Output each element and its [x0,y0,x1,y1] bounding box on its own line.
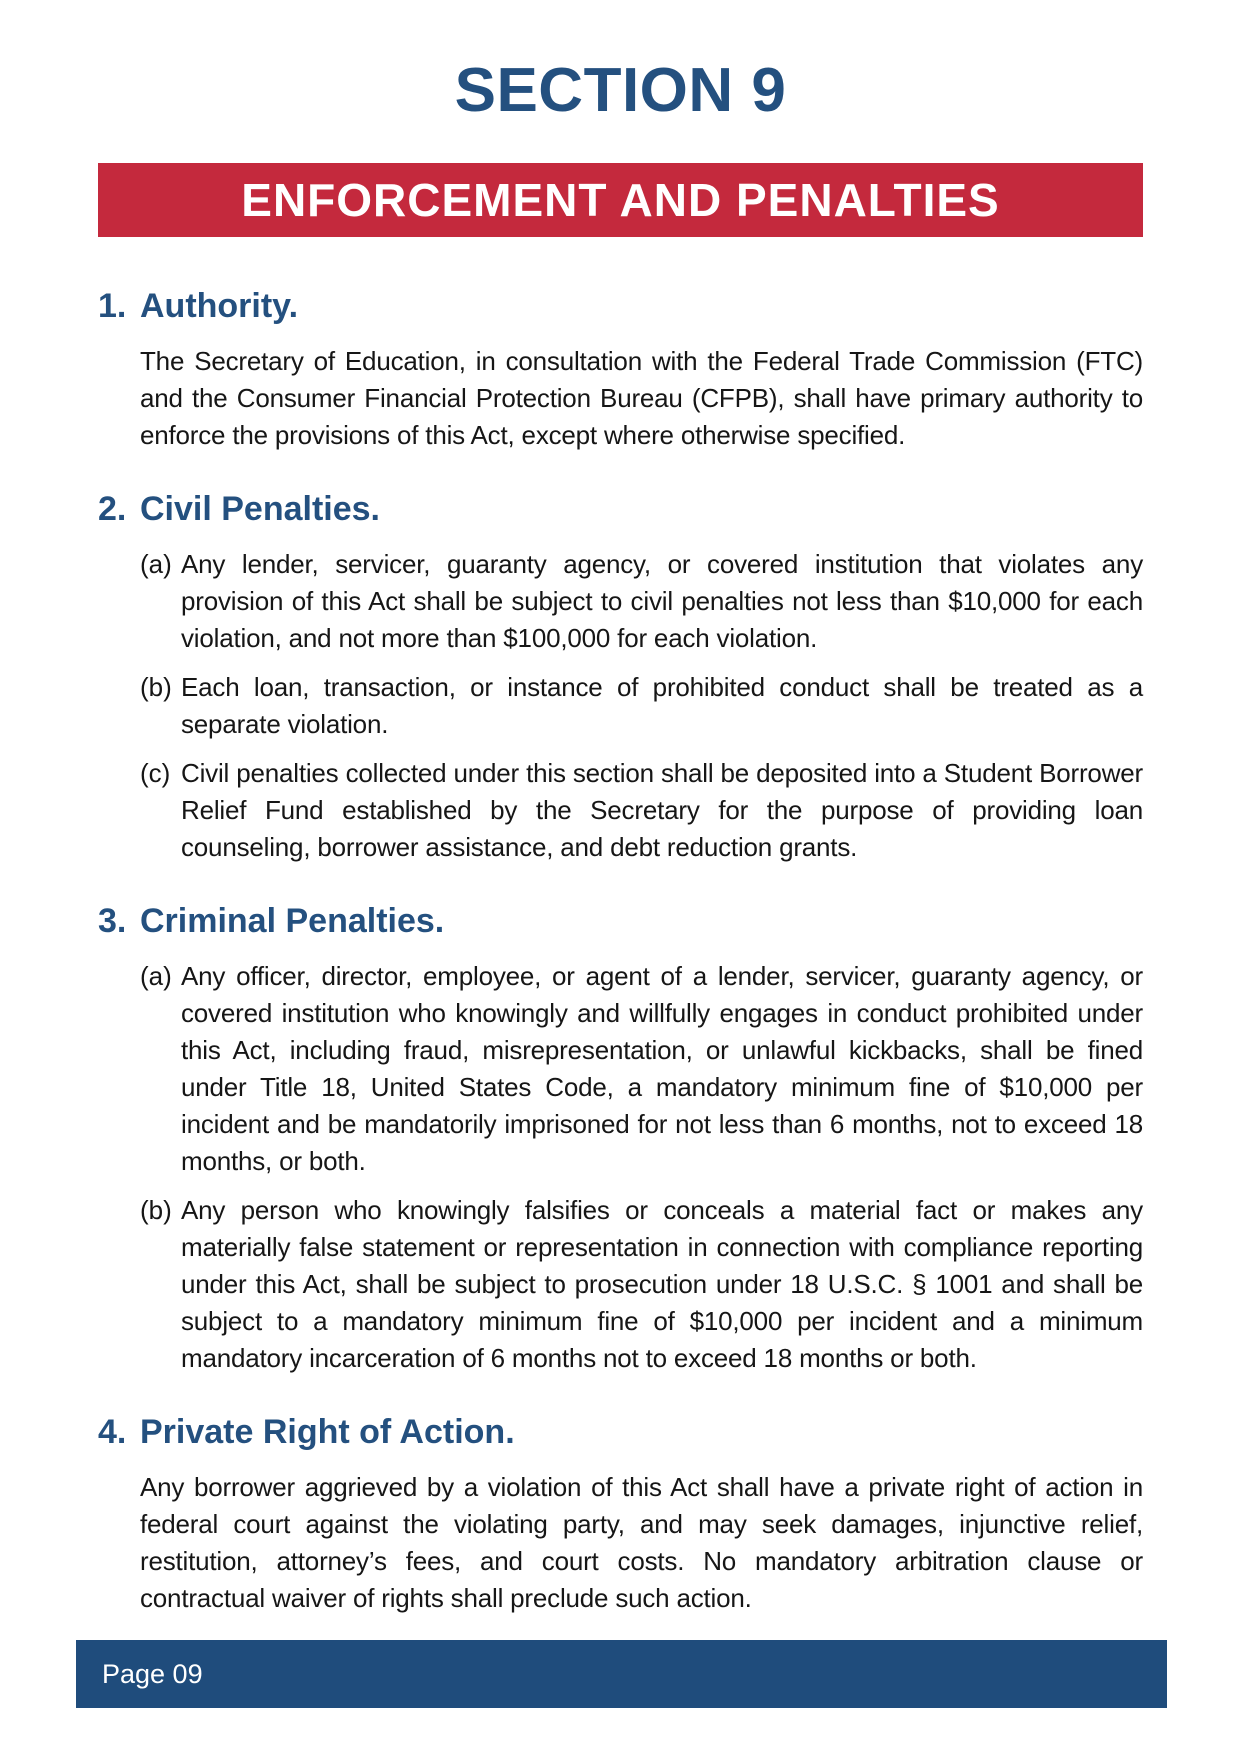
section-number: 4. [98,1413,127,1452]
section-heading: Authority. [140,287,299,326]
clause-text: Each loan, transaction, or instance of prohibited conduct shall be treated as a separate violation. [181,672,1143,740]
clause-a [140,958,1143,1180]
clause-text: Any person who knowingly falsifies or conceals a material fact or makes any materially false statement or representation in connection with compliance reporting under this Act, shall be subject to prosecution under 18 U.S.C. § 1001 and shall be subject to a mandatory minimum fine of $10,000 per incident and a minimum mandatory incarceration of 6 months not to exceed 18 months or both. [181,1195,1143,1374]
clause-text: Any officer, director, employee, or agent of a lender, servicer, guaranty agency, or covered institution who knowingly and willfully engages in conduct prohibited under this Act, including fraud, misrepresentation, or unlawful kickbacks, shall be fined under Title 18, United States Code, a mandatory minimum fine of $10,000 per incident and be mandatorily imprisoned for not less than 6 months, not to exceed 18 months, or both. [181,961,1143,1177]
banner-title: ENFORCEMENT AND PENALTIES [241,174,1000,227]
section-heading: Civil Penalties. [140,490,380,529]
clause-text: Civil penalties collected under this section shall be deposited into a Student Borrower Relief Fund established by the Secretary for the purpose of providing loan counseling, borrower assistance, and debt reduction grants. [181,758,1143,863]
section-paragraph: The Secretary of Education, in consultation with the Federal Trade Commission (FTC) and the Consumer Financial Protection Bureau (CFPB), shall have primary authority to enforce the provisions of this Act, except where otherwise specified. [140,346,1143,451]
clause-label: (a) [140,961,172,992]
section-private-right-of-action [98,1411,1143,1617]
clause-label: (b) [140,672,172,703]
section-heading: Criminal Penalties. [140,902,445,941]
clause-c [140,755,1143,866]
banner [98,163,1143,237]
page-number: Page 09 [102,1658,203,1689]
section-heading-row [98,1411,1143,1453]
clause-label: (b) [140,1195,172,1226]
clause-text: Any lender, servicer, guaranty agency, or covered institution that violates any provision of this Act shall be subject to civil penalties not less than $10,000 for each violation, and not more than $100,000 for each violation. [181,549,1143,654]
section-number: 2. [98,490,127,529]
section-paragraph: Any borrower aggrieved by a violation of this Act shall have a private right of action in federal court against the violating party, and may seek damages, injunctive relief, restitution, attorney’s fees, and court costs. No mandatory arbitration clause or contractual waiver of rights shall preclude such action. [140,1472,1143,1614]
clause-b [140,1192,1143,1377]
clause-a [140,546,1143,657]
section-number: 1. [98,287,127,326]
clause-label: (a) [140,549,172,580]
section-heading-row [98,900,1143,942]
section-number: 3. [98,902,127,941]
clause-label: (c) [140,758,171,789]
section-heading-row [98,488,1143,530]
section-heading: Private Right of Action. [140,1413,515,1452]
document-body [98,285,1143,1617]
footer-bar [76,1640,1167,1708]
section-authority [98,285,1143,454]
page-title: SECTION 9 [454,56,787,125]
section-criminal-penalties [98,900,1143,1377]
section-civil-penalties [98,488,1143,866]
clause-b [140,669,1143,743]
section-heading-row [98,285,1143,327]
